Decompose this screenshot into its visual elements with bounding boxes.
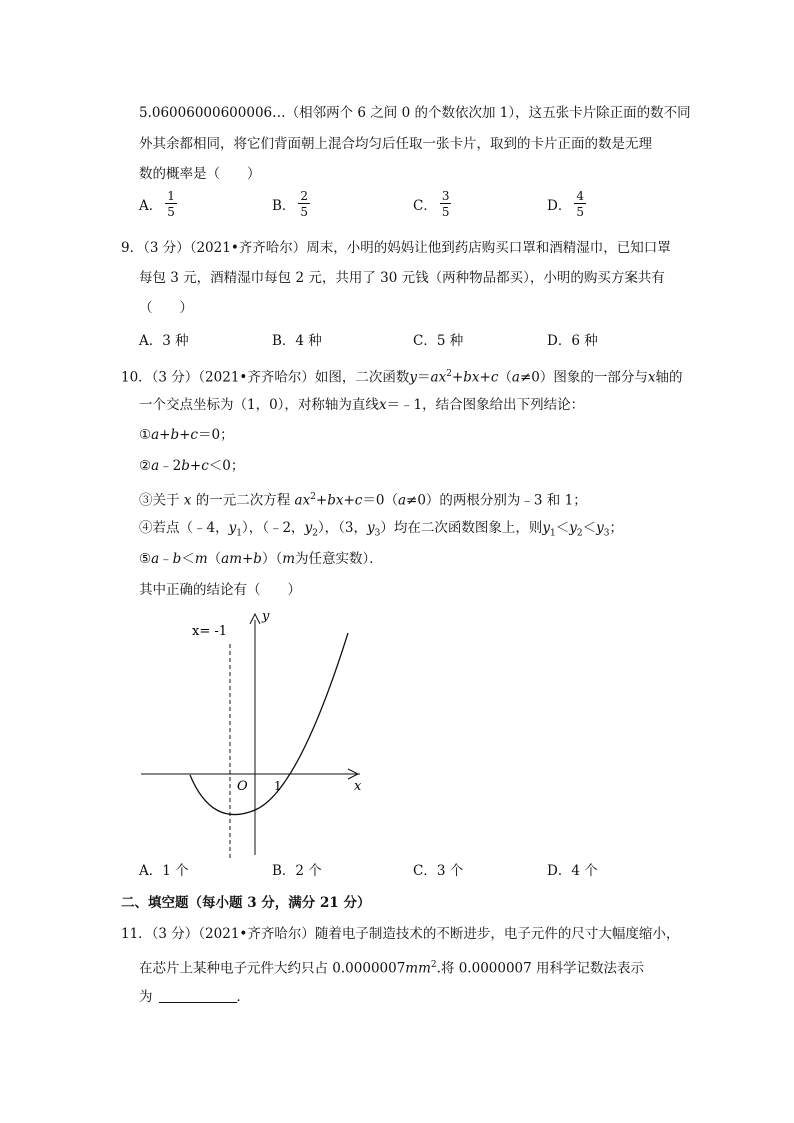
- y-axis-label: y: [262, 609, 270, 624]
- q10-option-b[interactable]: B．2 个: [272, 863, 322, 879]
- math: a: [151, 551, 160, 567]
- math: m: [282, 551, 296, 567]
- text: ＝0；: [197, 427, 234, 443]
- parabola-curve: [190, 633, 348, 815]
- text: ）均在二次函数图象上，则: [380, 520, 543, 536]
- math: y: [304, 520, 313, 536]
- q8-option-b[interactable]: [272, 190, 310, 218]
- option-label: B．: [272, 198, 296, 214]
- math: +bx+c: [315, 492, 363, 509]
- math: ＝: [417, 369, 431, 386]
- q11-text-line-1: 11．（3 分）（2021•齐齐哈尔）随着电子制造技术的不断进步，电子元件的尺寸大幅度缩小，: [121, 926, 680, 942]
- math: y: [596, 520, 604, 536]
- math: ax: [294, 492, 311, 509]
- numerator: 3: [441, 189, 450, 203]
- numerator: 1: [167, 189, 175, 203]
- q11-text-line-3: [139, 987, 250, 1007]
- math: y: [542, 520, 551, 536]
- numerator: 2: [300, 189, 309, 203]
- math: a: [151, 458, 160, 474]
- text: 在芯片上某种电子元件大约只占 0.0000007: [139, 960, 406, 977]
- fraction: [440, 190, 452, 218]
- denominator: 5: [300, 205, 309, 219]
- text: 的一元二次方程: [195, 492, 291, 509]
- math: y: [569, 520, 577, 536]
- q9-option-b[interactable]: B．4 种: [272, 333, 322, 349]
- answer-blank[interactable]: [159, 988, 237, 1003]
- text: （: [207, 551, 222, 567]
- text: ．: [236, 989, 250, 1005]
- text: 为任意实数）．: [295, 551, 383, 567]
- q9-option-c[interactable]: C．5 种: [413, 333, 464, 349]
- x-axis-label: x: [354, 779, 362, 794]
- section-title: 二、填空题（每小题 3 分，满分 21 分）: [121, 895, 371, 911]
- denominator: 5: [167, 205, 175, 219]
- q10-prompt: 其中正确的结论有（ ）: [139, 582, 301, 598]
- math-sub: 2: [576, 528, 583, 539]
- math: am+b: [221, 551, 262, 567]
- math-sub: 1: [236, 528, 242, 539]
- q8-option-c[interactable]: [413, 190, 451, 218]
- q10-option-a[interactable]: A．1 个: [139, 863, 189, 879]
- q8-text-line-2: 外其余都相同，将它们背面朝上混合均匀后任取一张卡片，取到的卡片正面的数是无理: [139, 136, 652, 152]
- q8-text-line-3: 数的概率是（ ）: [139, 166, 261, 182]
- math: x: [183, 492, 192, 509]
- q11-text-line-2: [139, 955, 644, 979]
- text: ）（: [261, 551, 283, 567]
- origin-label: O: [237, 779, 248, 794]
- math-sub: 3: [603, 528, 610, 539]
- text: ＜0；: [208, 458, 245, 474]
- text: ＜: [582, 520, 597, 536]
- math: x: [378, 397, 387, 413]
- q9-text-line-3: （ ）: [139, 300, 193, 316]
- q10-text-line-1: [121, 364, 682, 388]
- denominator: 5: [576, 205, 584, 219]
- text: ①: [139, 427, 152, 443]
- math: +bx+c: [451, 369, 499, 386]
- numerator: 4: [576, 189, 584, 203]
- text: ＝﹣1，结合图象给出下列结论：: [386, 397, 585, 413]
- math-sup: 2: [430, 960, 437, 970]
- text: .将 0.0000007 用科学记数法表示: [436, 960, 645, 977]
- q10-graph: [0, 600, 794, 870]
- symmetry-axis-label: x= -1: [192, 624, 228, 639]
- text: ⑤: [139, 551, 152, 567]
- math: a: [511, 369, 520, 386]
- math: x: [647, 369, 656, 386]
- math: a: [397, 492, 407, 509]
- text: ﹣2: [159, 458, 182, 474]
- text: ＝0（: [362, 492, 398, 509]
- option-label: A．: [139, 198, 163, 214]
- q8-options: [0, 190, 794, 230]
- q8-option-d[interactable]: [547, 190, 586, 218]
- q10-statement-3: [139, 487, 587, 511]
- text: ＜: [555, 520, 570, 536]
- text: ；: [609, 520, 624, 536]
- text: 10．（3 分）（2021•齐齐哈尔）如图，二次函数: [121, 369, 410, 386]
- text: ④若点（﹣4，: [139, 520, 229, 536]
- text: 轴的: [655, 369, 683, 386]
- text: （: [498, 369, 512, 386]
- math: ax: [430, 369, 447, 386]
- math: m: [194, 551, 208, 567]
- text: ），（3，: [317, 520, 368, 536]
- math: b: [172, 551, 182, 567]
- math-sub: 3: [374, 528, 381, 539]
- text: ﹣: [159, 551, 173, 567]
- q9-option-a[interactable]: A．3 种: [139, 333, 189, 349]
- math-sub: 2: [312, 528, 318, 539]
- math: b+c: [181, 458, 209, 474]
- fraction: [574, 190, 586, 218]
- q8-text-line-1: 5.06006000600006…（相邻两个 6 之间 0 的个数依次加 1），这五张卡片除正面的数不同: [139, 105, 691, 121]
- q8-option-a[interactable]: [139, 190, 177, 218]
- math: y: [367, 520, 375, 536]
- q9-text-line-2: 每包 3 元，酒精湿巾每包 2 元，共用了 30 元钱（两种物品都买），小明的购买方案共有: [139, 270, 665, 286]
- math: a+b+c: [151, 427, 198, 443]
- math: y: [409, 369, 418, 386]
- q10-statement-5: [139, 549, 383, 569]
- text: ≠0）: [519, 369, 554, 386]
- q10-text-line-2: [139, 395, 584, 415]
- text: 一个交点坐标为（1，0），对称轴为直线: [139, 397, 379, 413]
- x-tick-1-label: 1: [274, 779, 282, 793]
- q10-option-c[interactable]: C．3 个: [413, 863, 464, 879]
- text: ③关于: [139, 492, 180, 509]
- text: ），（﹣2，: [241, 520, 305, 536]
- fraction: [165, 190, 177, 218]
- q10-statement-1: [139, 425, 234, 445]
- q10-option-d[interactable]: D．4 个: [547, 863, 598, 879]
- option-label: C．: [413, 198, 437, 214]
- q10-statement-2: [139, 456, 244, 476]
- option-label: D．: [547, 198, 572, 214]
- fraction: [298, 190, 310, 218]
- math: y: [228, 520, 237, 536]
- math-sub: 1: [550, 528, 556, 539]
- q10-statement-4: [139, 518, 623, 544]
- q9-text-line-1: 9．（3 分）（2021•齐齐哈尔）周末，小明的妈妈让他到药店购买口罩和酒精湿巾，已知口罩: [121, 240, 671, 256]
- denominator: 5: [441, 205, 450, 219]
- text: ≠0）的两根分别为﹣3 和 1；: [406, 492, 587, 509]
- text: 图象的一部分与: [553, 369, 648, 386]
- q9-option-d[interactable]: D．6 种: [547, 333, 598, 349]
- math-sup: 2: [310, 492, 316, 502]
- text: ②: [139, 458, 152, 474]
- math: mm: [405, 960, 431, 977]
- math-sup: 2: [446, 369, 452, 379]
- text: ＜: [181, 551, 195, 567]
- text: 为: [139, 989, 153, 1005]
